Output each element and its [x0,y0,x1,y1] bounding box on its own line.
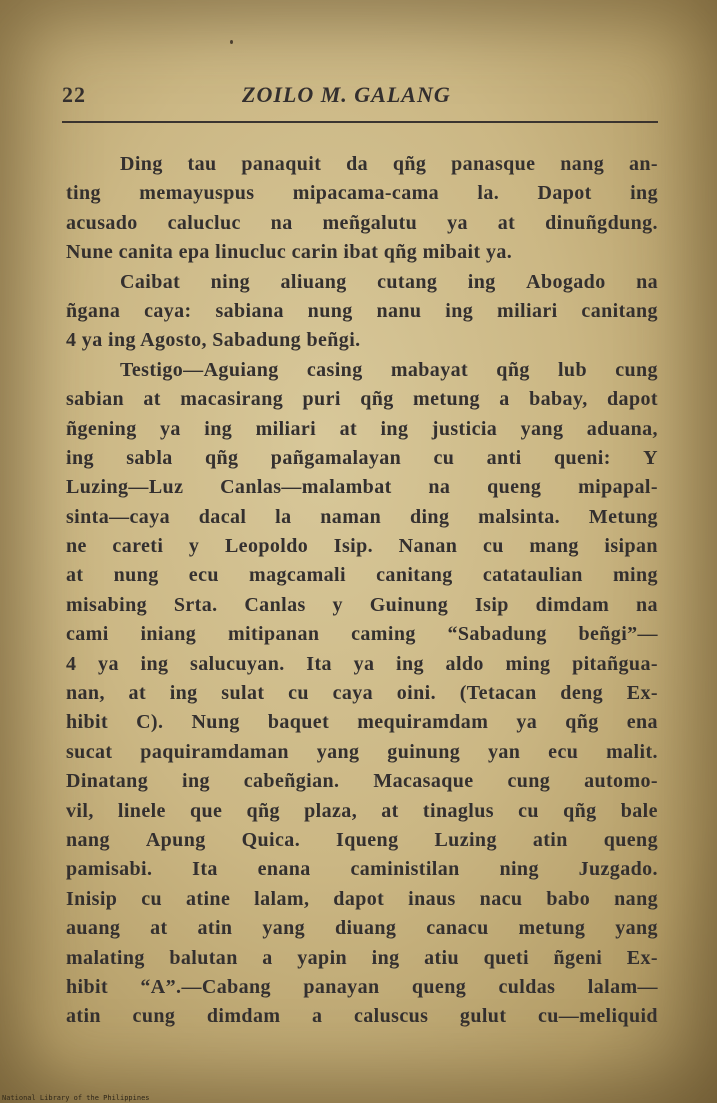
text-line: auang at atin yang diuang canacu metung yang [66,917,658,940]
text-line: Inisip cu atine lalam, dapot inaus nacu babo nang [66,887,658,910]
text-line: hibit “A”.—Cabang panayan queng culdas lalam— [66,975,658,998]
text-line: Luzing—Luz Canlas—malambat na queng mipapal- [66,476,658,499]
page-number: 22 [62,82,86,107]
text-line: nang Apung Quica. Iqueng Luzing atin queng [66,828,658,851]
text-line: ñgening ya ing miliari at ing justicia yang aduana, [66,417,658,440]
ink-speck [230,40,233,44]
text-line: ne careti y Leopoldo Isip. Nanan cu mang isipan [66,535,658,558]
library-credit: National Library of the Philippines [2,1094,150,1102]
text-line: sabian at macasirang puri qñg metung a babay, dapot [66,388,658,411]
text-line: acusado calucluc na meñgalutu ya at dinuñgdung. [66,211,658,234]
text-line: sucat paquiramdaman yang guinung yan ecu malit. [66,740,658,763]
text-line: vil, linele que qñg plaza, at tinaglus cu qñg bale [66,799,658,822]
header-rule [62,121,658,123]
text-line: Dinatang ing cabeñgian. Macasaque cung automo- [66,770,658,793]
page-header [62,80,658,116]
text-line: pamisabi. Ita enana caministilan ning Juzgado. [66,858,658,881]
text-line: ing sabla qñg pañgamalayan cu anti queni: Y [66,446,658,469]
text-line: Nune canita epa linucluc carin ibat qñg mibait ya. [66,241,513,264]
running-head: ZOILO M. GALANG [242,82,451,107]
text-line: sinta—caya dacal la naman ding malsinta. Metung [66,505,658,528]
text-line: misabing Srta. Canlas y Guinung Isip dimdam na [66,593,658,616]
text-line: atin cung dimdam a caluscus gulut cu—meliquid [66,1005,658,1028]
text-line: nan, at ing sulat cu caya oini. (Tetacan deng Ex- [66,682,658,705]
text-line: 4 ya ing Agosto, Sabadung beñgi. [66,329,361,352]
text-line: ñgana caya: sabiana nung nanu ing miliari canitang [66,299,658,322]
text-line: Ding tau panaquit da qñg panasque nang an- [120,153,658,175]
text-line: ting memayuspus mipacama-cama la. Dapot ing [66,182,658,205]
text-line: malating balutan a yapin ing atiu queti ñgeni Ex- [66,946,658,969]
text-line: Testigo—Aguiang casing mabayat qñg lub cung [120,358,658,381]
text-line: 4 ya ing salucuyan. Ita ya ing aldo ming pitañgua- [66,652,658,675]
text-line: hibit C). Nung baquet mequiramdam ya qñg ena [66,711,658,734]
text-line: Caibat ning aliuang cutang ing Abogado na [120,270,658,293]
body-text [66,150,658,1032]
text-line: at nung ecu magcamali canitang catataulian ming [66,564,658,587]
text-line: cami iniang mitipanan caming “Sabadung beñgi”— [66,623,658,646]
